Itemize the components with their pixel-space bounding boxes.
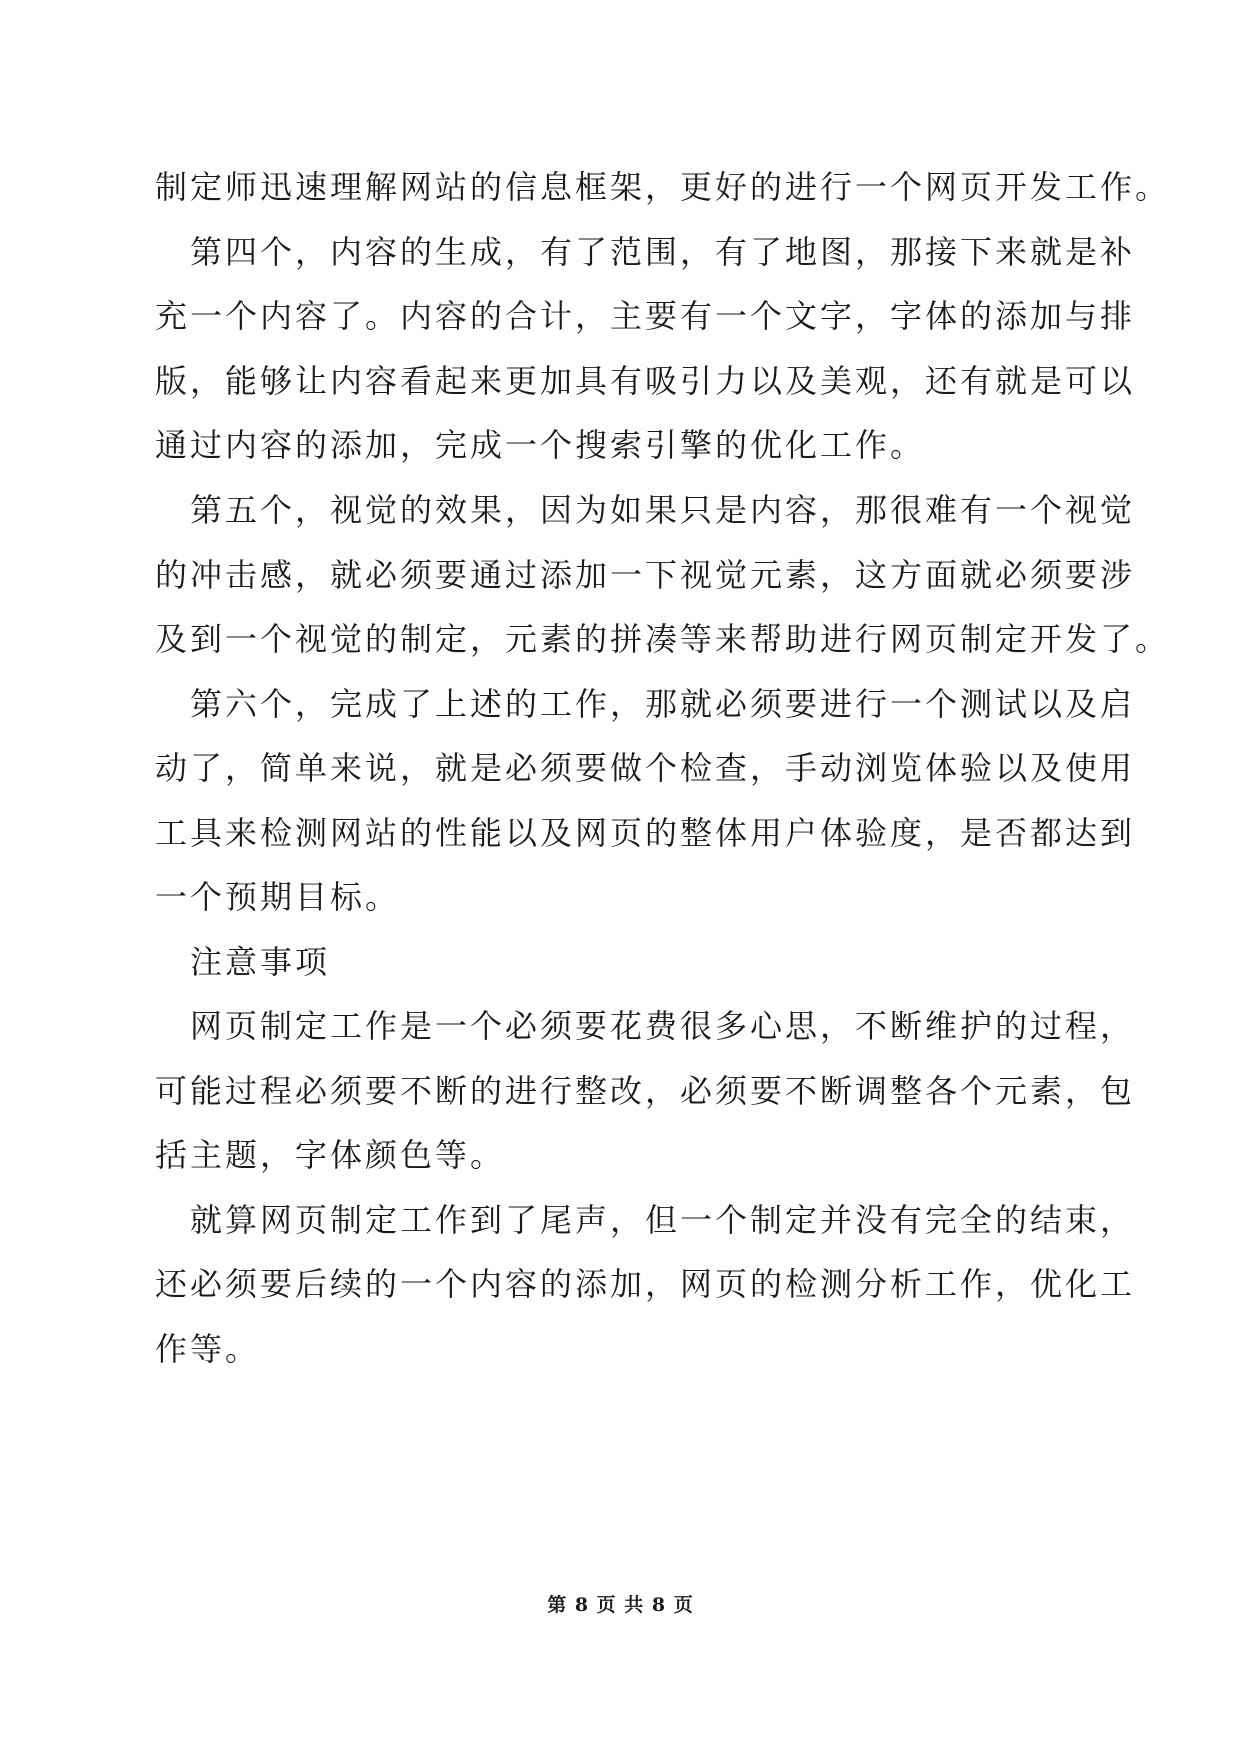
text-line-18: 还必须要后续的一个内容的添加，网页的检测分析工作，优化工: [155, 1265, 1136, 1303]
text-line-3: 充一个内容了。内容的合计，主要有一个文字，字体的添加与排: [155, 297, 1136, 335]
text-line-14: 网页制定工作是一个必须要花费很多心思，不断维护的过程，: [190, 1007, 1136, 1045]
text-line-7: 的冲击感，就必须要通过添加一下视觉元素，这方面就必须要涉: [155, 556, 1136, 594]
text-line-1: 制定师迅速理解网站的信息框架，更好的进行一个网页开发工作。: [155, 168, 1171, 206]
section-heading: 注意事项: [190, 943, 331, 981]
text-line-11: 工具来检测网站的性能以及网页的整体用户体验度，是否都达到: [155, 814, 1136, 852]
text-line-16: 括主题，字体颜色等。: [155, 1136, 506, 1174]
text-line-6: 第五个，视觉的效果，因为如果只是内容，那很难有一个视觉: [190, 491, 1136, 529]
page-number-footer: 第 8 页 共 8 页: [547, 1594, 694, 1616]
text-line-5: 通过内容的添加，完成一个搜索引擎的优化工作。: [155, 426, 926, 464]
text-line-17: 就算网页制定工作到了尾声，但一个制定并没有完全的结束，: [190, 1201, 1136, 1239]
text-line-19: 作等。: [155, 1330, 261, 1368]
text-line-2: 第四个，内容的生成，有了范围，有了地图，那接下来就是补: [190, 233, 1136, 271]
text-line-8: 及到一个视觉的制定，元素的拼凑等来帮助进行网页制定开发了。: [155, 620, 1171, 658]
text-line-15: 可能过程必须要不断的进行整改，必须要不断调整各个元素，包: [155, 1072, 1136, 1110]
text-line-9: 第六个，完成了上述的工作，那就必须要进行一个测试以及启: [190, 685, 1136, 723]
text-line-4: 版，能够让内容看起来更加具有吸引力以及美观，还有就是可以: [155, 362, 1136, 400]
text-line-10: 动了，简单来说，就是必须要做个检查，手动浏览体验以及使用: [155, 749, 1136, 787]
text-line-12: 一个预期目标。: [155, 878, 401, 916]
